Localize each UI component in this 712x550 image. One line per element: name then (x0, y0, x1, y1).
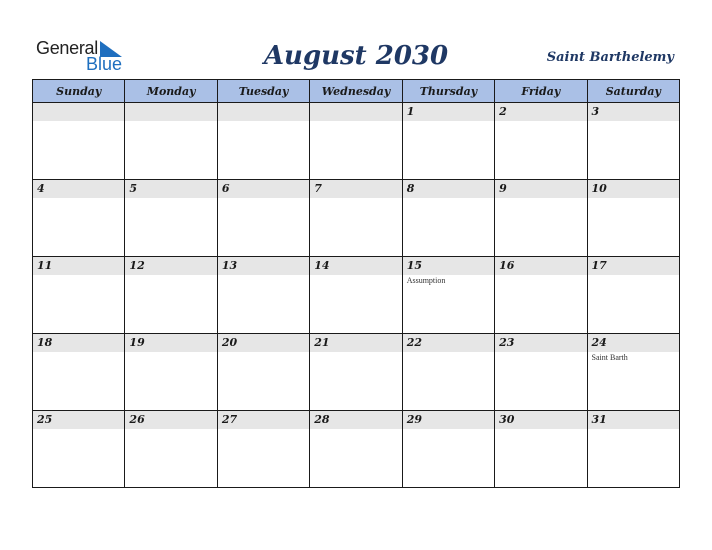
weekday-tuesday: Tuesday (217, 80, 309, 103)
day-cell (310, 180, 402, 257)
day-number: 18 (33, 334, 124, 352)
day-cell (310, 257, 402, 334)
weekday-wednesday: Wednesday (310, 80, 402, 103)
day-cell (495, 180, 587, 257)
day-number (218, 103, 309, 121)
day-cell (125, 334, 217, 411)
day-cell (402, 411, 494, 488)
day-cell (495, 334, 587, 411)
day-number (125, 103, 216, 121)
day-number: 1 (403, 103, 494, 121)
day-cell (495, 411, 587, 488)
day-number: 4 (33, 180, 124, 198)
day-number: 28 (310, 411, 401, 429)
day-cell (217, 180, 309, 257)
day-number (33, 103, 124, 121)
day-number: 29 (403, 411, 494, 429)
day-number: 11 (33, 257, 124, 275)
day-number: 20 (218, 334, 309, 352)
day-number: 2 (495, 103, 586, 121)
day-cell (217, 411, 309, 488)
day-cell (310, 411, 402, 488)
day-number: 21 (310, 334, 401, 352)
day-number: 5 (125, 180, 216, 198)
day-number: 16 (495, 257, 586, 275)
day-cell (587, 257, 679, 334)
day-number: 30 (495, 411, 586, 429)
day-number: 15 (403, 257, 494, 275)
month-calendar (32, 79, 680, 488)
day-cell (33, 334, 125, 411)
day-cell (217, 334, 309, 411)
day-number: 23 (495, 334, 586, 352)
day-cell (402, 103, 494, 180)
day-cell (217, 103, 309, 180)
logo-text-general: General (36, 38, 98, 58)
day-number: 22 (403, 334, 494, 352)
day-number: 12 (125, 257, 216, 275)
day-cell (125, 103, 217, 180)
day-number: 9 (495, 180, 586, 198)
day-cell (125, 411, 217, 488)
day-cell (33, 180, 125, 257)
weekday-monday: Monday (125, 80, 217, 103)
calendar-title: August 2030 (263, 41, 449, 71)
day-number: 25 (33, 411, 124, 429)
week-row (33, 334, 680, 411)
day-number (310, 103, 401, 121)
day-number: 17 (588, 257, 679, 275)
day-number: 27 (218, 411, 309, 429)
holiday-label: Assumption (406, 276, 446, 285)
day-cell (587, 411, 679, 488)
holiday-label: Saint Barth (591, 353, 628, 362)
week-row (33, 180, 680, 257)
day-cell (33, 103, 125, 180)
weekday-thursday: Thursday (402, 80, 494, 103)
day-cell (33, 257, 125, 334)
day-number: 10 (588, 180, 679, 198)
region-name: Saint Barthelemy (546, 50, 674, 65)
day-cell (402, 257, 494, 334)
day-cell (310, 103, 402, 180)
weekday-friday: Friday (495, 80, 587, 103)
day-number: 14 (310, 257, 401, 275)
week-row (33, 411, 680, 488)
day-number: 6 (218, 180, 309, 198)
day-number: 8 (403, 180, 494, 198)
day-number: 19 (125, 334, 216, 352)
day-cell (587, 180, 679, 257)
day-number: 26 (125, 411, 216, 429)
day-cell (587, 103, 679, 180)
day-number: 7 (310, 180, 401, 198)
day-cell (402, 334, 494, 411)
day-cell (125, 180, 217, 257)
weekday-header-row (33, 80, 680, 103)
day-cell (33, 411, 125, 488)
weekday-saturday: Saturday (587, 80, 679, 103)
logo-text-blue: Blue (86, 54, 123, 74)
day-cell (402, 180, 494, 257)
day-number: 13 (218, 257, 309, 275)
day-cell (495, 257, 587, 334)
weekday-sunday: Sunday (33, 80, 125, 103)
day-cell (495, 103, 587, 180)
day-cell (310, 334, 402, 411)
day-cell (217, 257, 309, 334)
day-cell (125, 257, 217, 334)
day-number: 3 (588, 103, 679, 121)
week-row (33, 257, 680, 334)
day-number: 31 (588, 411, 679, 429)
day-number: 24 (588, 334, 679, 352)
week-row (33, 103, 680, 180)
day-cell (587, 334, 679, 411)
